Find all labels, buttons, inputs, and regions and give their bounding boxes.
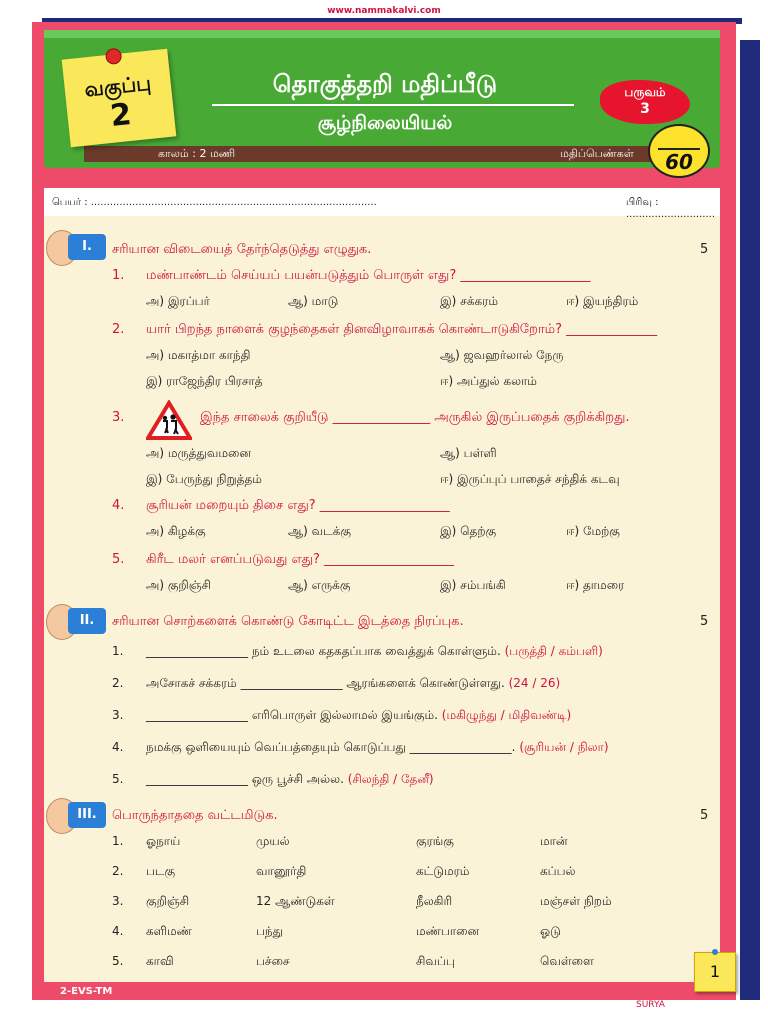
section-1-marks: 5 — [700, 242, 709, 257]
class-sticky-note — [62, 49, 177, 148]
pin-icon — [712, 949, 718, 955]
odd-word[interactable]: களிமண் — [146, 924, 192, 938]
q2-number: 2. — [112, 322, 125, 337]
q2-option-c[interactable]: இ) ராஜேந்திர பிரசாத் — [146, 374, 263, 388]
fill-4-text: நமக்கு ஒளியையும் வெப்பத்தையும் கொடுப்பது _________________. (சூரியன் / நிலா) — [146, 740, 609, 754]
section-badge-2: II. — [46, 604, 106, 638]
q1-option-b[interactable]: ஆ) மாடு — [288, 294, 339, 308]
page-number: 1 — [709, 962, 721, 981]
time-marks-strip — [84, 146, 704, 162]
section-2-heading: சரியான சொற்களைக் கொண்டு கோடிட்ட இடத்தை நிரப்புக. — [112, 614, 464, 629]
odd-row-4-number: 4. — [112, 924, 124, 938]
subject-title: சூழ்நிலையியல் — [317, 112, 453, 134]
odd-row-2-number: 2. — [112, 864, 124, 878]
page-number-note — [694, 952, 736, 992]
odd-word[interactable]: முயல் — [256, 834, 290, 848]
total-marks-badge — [648, 124, 710, 178]
odd-word[interactable]: ஓடு — [540, 924, 561, 938]
odd-word[interactable]: நீலகிரி — [416, 894, 453, 908]
name-field[interactable]: பெயர் : .......................................................................................... — [52, 197, 377, 208]
fill-3-number: 3. — [112, 708, 124, 722]
footer-code: 2-EVS-TM — [60, 986, 113, 997]
fill-4-number: 4. — [112, 740, 124, 754]
section-field[interactable]: பிரிவு : ............................ — [626, 197, 716, 220]
q1-number: 1. — [112, 268, 125, 283]
time-label: காலம் : 2 மணி — [158, 147, 236, 160]
frame-side-accent — [740, 40, 760, 1000]
odd-word[interactable]: ஓநாய் — [146, 834, 181, 848]
total-marks: 60 — [665, 150, 693, 174]
fill-5-text: _________________ ஒரு பூச்சி அல்ல. (சிலந்தி / தேனீ) — [146, 772, 434, 786]
odd-word[interactable]: குரங்கு — [416, 834, 454, 848]
q3-option-d[interactable]: ஈ) இருப்புப் பாதைச் சந்திக் கடவு — [440, 472, 620, 486]
fill-1-text: _________________ நம் உடலை கதகதப்பாக வைத்துக் கொள்ளும். (பருத்தி / கம்பளி) — [146, 644, 603, 658]
odd-row-5-number: 5. — [112, 954, 124, 968]
odd-word[interactable]: குறிஞ்சி — [146, 894, 190, 908]
q3-text: இந்த சாலைக் குறியீடு _______________ அருகில் இருப்பதைக் குறிக்கிறது. — [200, 410, 630, 425]
odd-word[interactable]: படகு — [146, 864, 176, 878]
q5-option-b[interactable]: ஆ) எருக்கு — [288, 578, 351, 592]
odd-word[interactable]: கட்டுமரம் — [416, 864, 470, 878]
term-label: பருவம் — [624, 85, 666, 99]
q2-text: யார் பிறந்த நாளைக் குழந்தைகள் தினவிழாவாகக் கொண்டாடுகிறோம்? ______________ — [146, 322, 658, 337]
section-3-heading: பொருந்தாததை வட்டமிடுக. — [112, 808, 278, 823]
q3-option-a[interactable]: அ) மருத்துவமனை — [146, 446, 251, 460]
q2-option-b[interactable]: ஆ) ஜவஹர்லால் நேரு — [440, 348, 564, 362]
q3-number: 3. — [112, 410, 125, 425]
class-label: வகுப்பு — [83, 70, 153, 102]
section-badge-3: III. — [46, 798, 106, 832]
q5-text: கிரீட மலர் எனப்படுவது எது? ____________________ — [146, 552, 455, 567]
odd-word[interactable]: மான் — [540, 834, 568, 848]
fill-2-text: அசோகச் சக்கரம் _________________ ஆரங்களைக் கொண்டுள்ளது. (24 / 26) — [146, 676, 561, 690]
q5-number: 5. — [112, 552, 125, 567]
page-title: தொகுத்தறி மதிப்பீடு — [272, 70, 498, 98]
term-badge — [600, 80, 690, 124]
marks-label: மதிப்பெண்கள் — [560, 147, 634, 160]
odd-word[interactable]: காவி — [146, 954, 174, 968]
q5-option-c[interactable]: இ) சம்பங்கி — [440, 578, 506, 592]
q3-option-b[interactable]: ஆ) பள்ளி — [440, 446, 497, 460]
odd-word[interactable]: மஞ்சள் நிறம் — [540, 894, 612, 908]
q1-option-c[interactable]: இ) சக்கரம் — [440, 294, 499, 308]
odd-row-3-number: 3. — [112, 894, 124, 908]
q2-option-a[interactable]: அ) மகாத்மா காந்தி — [146, 348, 251, 362]
q2-option-d[interactable]: ஈ) அப்துல் கலாம் — [440, 374, 537, 388]
q4-text: சூரியன் மறையும் திசை எது? ____________________ — [146, 498, 450, 513]
footer-signature: SURYA — [636, 1000, 665, 1010]
section-3-marks: 5 — [700, 808, 709, 823]
school-zone-sign-icon — [146, 400, 192, 440]
q1-text: மண்பாண்டம் செய்யப் பயன்படுத்தும் பொருள் எது? ____________________ — [146, 268, 591, 283]
pin-icon — [105, 48, 123, 66]
q4-number: 4. — [112, 498, 125, 513]
title-divider — [212, 104, 574, 106]
odd-word[interactable]: பச்சை — [256, 954, 290, 968]
q3-option-c[interactable]: இ) பேருந்து நிறுத்தம் — [146, 472, 262, 486]
student-info-row — [44, 188, 720, 220]
q1-option-a[interactable]: அ) இரப்பர் — [146, 294, 210, 308]
fill-2-number: 2. — [112, 676, 124, 690]
section-2-marks: 5 — [700, 614, 709, 629]
odd-word[interactable]: வெள்ளை — [540, 954, 594, 968]
odd-row-1-number: 1. — [112, 834, 124, 848]
odd-word[interactable]: 12 ஆண்டுகள் — [256, 894, 335, 908]
q4-option-b[interactable]: ஆ) வடக்கு — [288, 524, 351, 538]
q5-option-a[interactable]: அ) குறிஞ்சி — [146, 578, 212, 592]
q4-option-d[interactable]: ஈ) மேற்கு — [566, 524, 620, 538]
odd-word[interactable]: மண்பானை — [416, 924, 480, 938]
q1-option-d[interactable]: ஈ) இயந்திரம் — [566, 294, 639, 308]
q4-option-a[interactable]: அ) கிழக்கு — [146, 524, 206, 538]
class-number: 2 — [108, 96, 134, 134]
section-badge-1: I. — [46, 230, 106, 264]
odd-word[interactable]: சிவப்பு — [416, 954, 455, 968]
fill-5-number: 5. — [112, 772, 124, 786]
fill-1-number: 1. — [112, 644, 124, 658]
section-1-heading: சரியான விடையைத் தேர்ந்தெடுத்து எழுதுக. — [112, 242, 372, 257]
odd-word[interactable]: கப்பல் — [540, 864, 576, 878]
odd-word[interactable]: பந்து — [256, 924, 284, 938]
site-url[interactable]: www.nammakalvi.com — [327, 6, 441, 16]
q5-option-d[interactable]: ஈ) தாமரை — [566, 578, 625, 592]
fill-3-text: _________________ எரிபொருள் இல்லாமல் இயங்கும். (மகிழுந்து / மிதிவண்டி) — [146, 708, 572, 722]
q4-option-c[interactable]: இ) தெற்கு — [440, 524, 497, 538]
odd-word[interactable]: வானூர்தி — [256, 864, 307, 878]
term-number: 3 — [640, 101, 650, 117]
